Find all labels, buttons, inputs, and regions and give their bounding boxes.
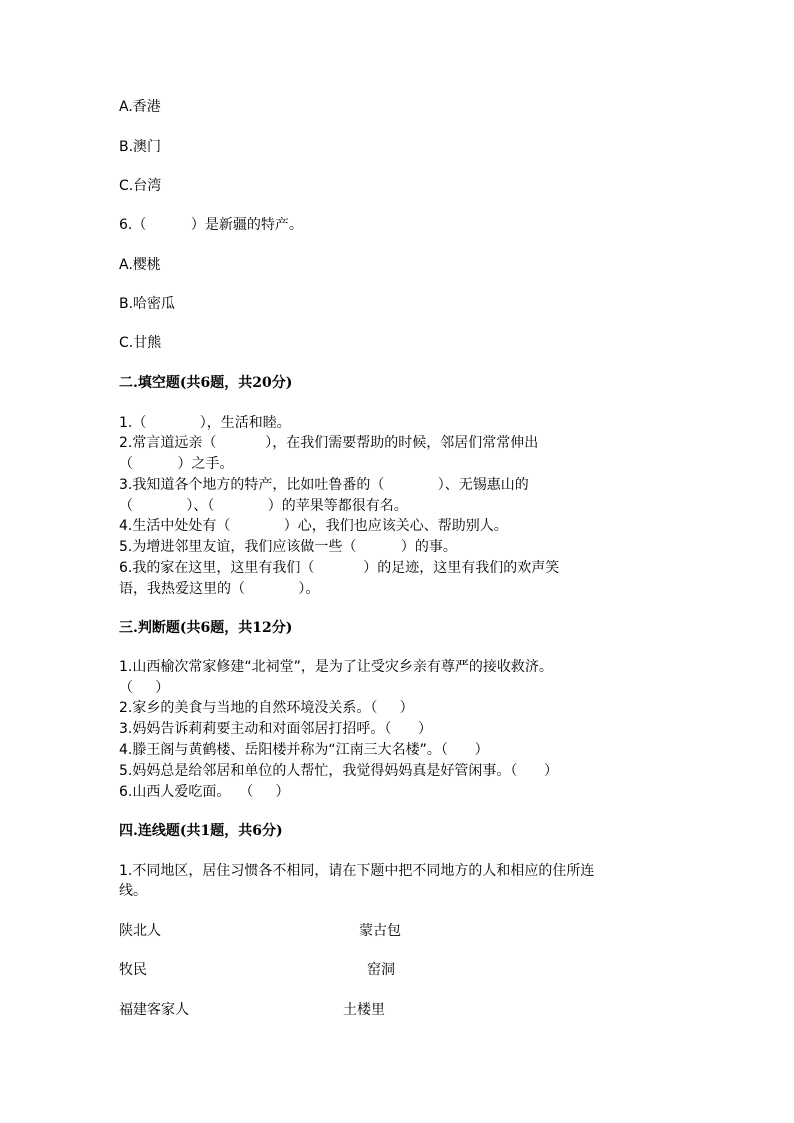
q6-stem: 6.（ ）是新疆的特产。 [119, 217, 303, 233]
section4-question-line: 线。 [119, 883, 147, 899]
q6-option-a: A.樱桃 [119, 257, 161, 273]
section2-line: 3.我知道各个地方的特产，比如吐鲁番的（ ）、无锡惠山的 [119, 477, 529, 493]
section2-line: 1.（ ），生活和睦。 [119, 415, 291, 431]
section2-heading: 二.填空题(共6题，共20分) [119, 375, 293, 391]
match-left-item: 牧民 [119, 962, 147, 978]
match-right-item: 土楼里 [343, 1002, 385, 1018]
section2-line: （ ）之手。 [119, 456, 234, 472]
section2-line: 语，我热爱这里的（ ）。 [119, 581, 320, 597]
q6-option-c: C.甘熊 [119, 335, 162, 351]
q5-option-b: B.澳门 [119, 139, 162, 155]
section3-line: 5.妈妈总是给邻居和单位的人帮忙，我觉得妈妈真是好管闲事。（ ） [119, 763, 559, 779]
section3-line: 4.滕王阁与黄鹤楼、岳阳楼并称为“江南三大名楼”。（ ） [119, 742, 489, 758]
section4-heading: 四.连线题(共1题，共6分) [119, 823, 283, 839]
match-right-item: 蒙古包 [359, 923, 401, 939]
section2-line: （ ）、（ ）的苹果等都很有名。 [119, 498, 408, 514]
section3-line: 1.山西榆次常家修建“北祠堂”，是为了让受灾乡亲有尊严的接收救济。 [119, 659, 553, 675]
section3-line: 2.家乡的美食与当地的自然环境没关系。（ ） [119, 700, 414, 716]
section3-line: 3.妈妈告诉莉莉要主动和对面邻居打招呼。（ ） [119, 721, 433, 737]
section3-line: 6.山西人爱吃面。 （ ） [119, 784, 290, 800]
section2-line: 2.常言道远亲（ ），在我们需要帮助的时候，邻居们常常伸出 [119, 435, 539, 451]
match-left-item: 陕北人 [119, 923, 161, 939]
section4-question-line: 1.不同地区，居住习惯各不相同，请在下题中把不同地方的人和相应的住所连 [119, 863, 595, 879]
section2-line: 6.我的家在这里，这里有我们（ ）的足迹，这里有我们的欢声笑 [119, 560, 560, 576]
section2-line: 4.生活中处处有（ ）心，我们也应该关心、帮助别人。 [119, 518, 508, 534]
match-right-item: 窑洞 [367, 962, 395, 978]
q5-option-c: C.台湾 [119, 178, 162, 194]
section3-line: （ ） [119, 680, 170, 696]
section2-line: 5.为增进邻里友谊，我们应该做一些（ ）的事。 [119, 539, 457, 555]
match-left-item: 福建客家人 [119, 1002, 189, 1018]
q5-option-a: A.香港 [119, 99, 161, 115]
section3-heading: 三.判断题(共6题，共12分) [119, 620, 293, 636]
q6-option-b: B.哈密瓜 [119, 296, 176, 312]
